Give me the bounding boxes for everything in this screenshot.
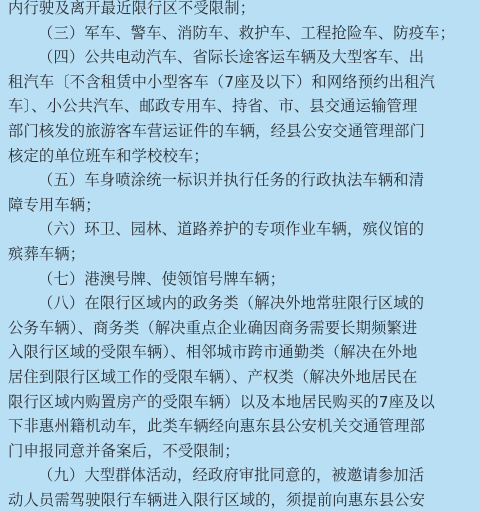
text-line: 部门核发的旅游客车营运证件的车辆，经县公安交通管理部门 — [8, 121, 426, 140]
text-line: 核定的单位班车和学校校车； — [8, 146, 209, 165]
text-line: （七）港澳号牌、使领馆号牌车辆； — [38, 269, 286, 288]
text-line: 公务车辆）、商务类（解决重点企业确因商务需要长期频繁进 — [8, 318, 418, 337]
text-line: 内行驶及离开最近限行区不受限制； — [8, 0, 256, 17]
text-line: 门申报同意并备案后，不受限制； — [8, 441, 240, 460]
document-body — [8, 0, 478, 512]
text-line: （三）军车、警车、消防车、救护车、工程抢险车、防疫车； — [38, 23, 456, 42]
text-line: 限行区域内购置房产的受限车辆）以及本地居民购买的7座及以 — [8, 392, 435, 411]
text-line: （六）环卫、园林、道路养护的专项作业车辆，殡仪馆的 — [38, 220, 425, 239]
text-line: 下非惠州籍机动车，此类车辆经向惠东县公安机关交通管理部 — [8, 417, 426, 436]
text-line: 障专用车辆； — [8, 195, 101, 214]
text-line: 居住到限行区域工作的受限车辆）、产权类（解决外地居民在 — [8, 367, 418, 386]
text-line: （八）在限行区域内的政务类（解决外地常驻限行区域的 — [38, 294, 425, 313]
text-line: 车〕、小公共汽车、邮政专用车、持省、市、县交通运输管理 — [8, 97, 418, 116]
text-line: 入限行区域的受限车辆）、相邻城市跨市通勤类（解决在外地 — [8, 343, 418, 362]
text-line: 租汽车〔不含租赁中小型客车（7座及以下）和网络预约出租汽 — [8, 72, 435, 91]
text-line: （九）大型群体活动，经政府审批同意的，被邀请参加活 — [38, 466, 425, 485]
text-line: （四）公共电动汽车、省际长途客运车辆及大型客车、出 — [38, 48, 425, 67]
text-line: 殡葬车辆； — [8, 244, 86, 263]
text-line: 动人员需驾驶限行车辆进入限行区域的，须提前向惠东县公安 — [8, 490, 426, 509]
text-line: （五）车身喷涂统一标识并执行任务的行政执法车辆和清 — [38, 171, 425, 190]
